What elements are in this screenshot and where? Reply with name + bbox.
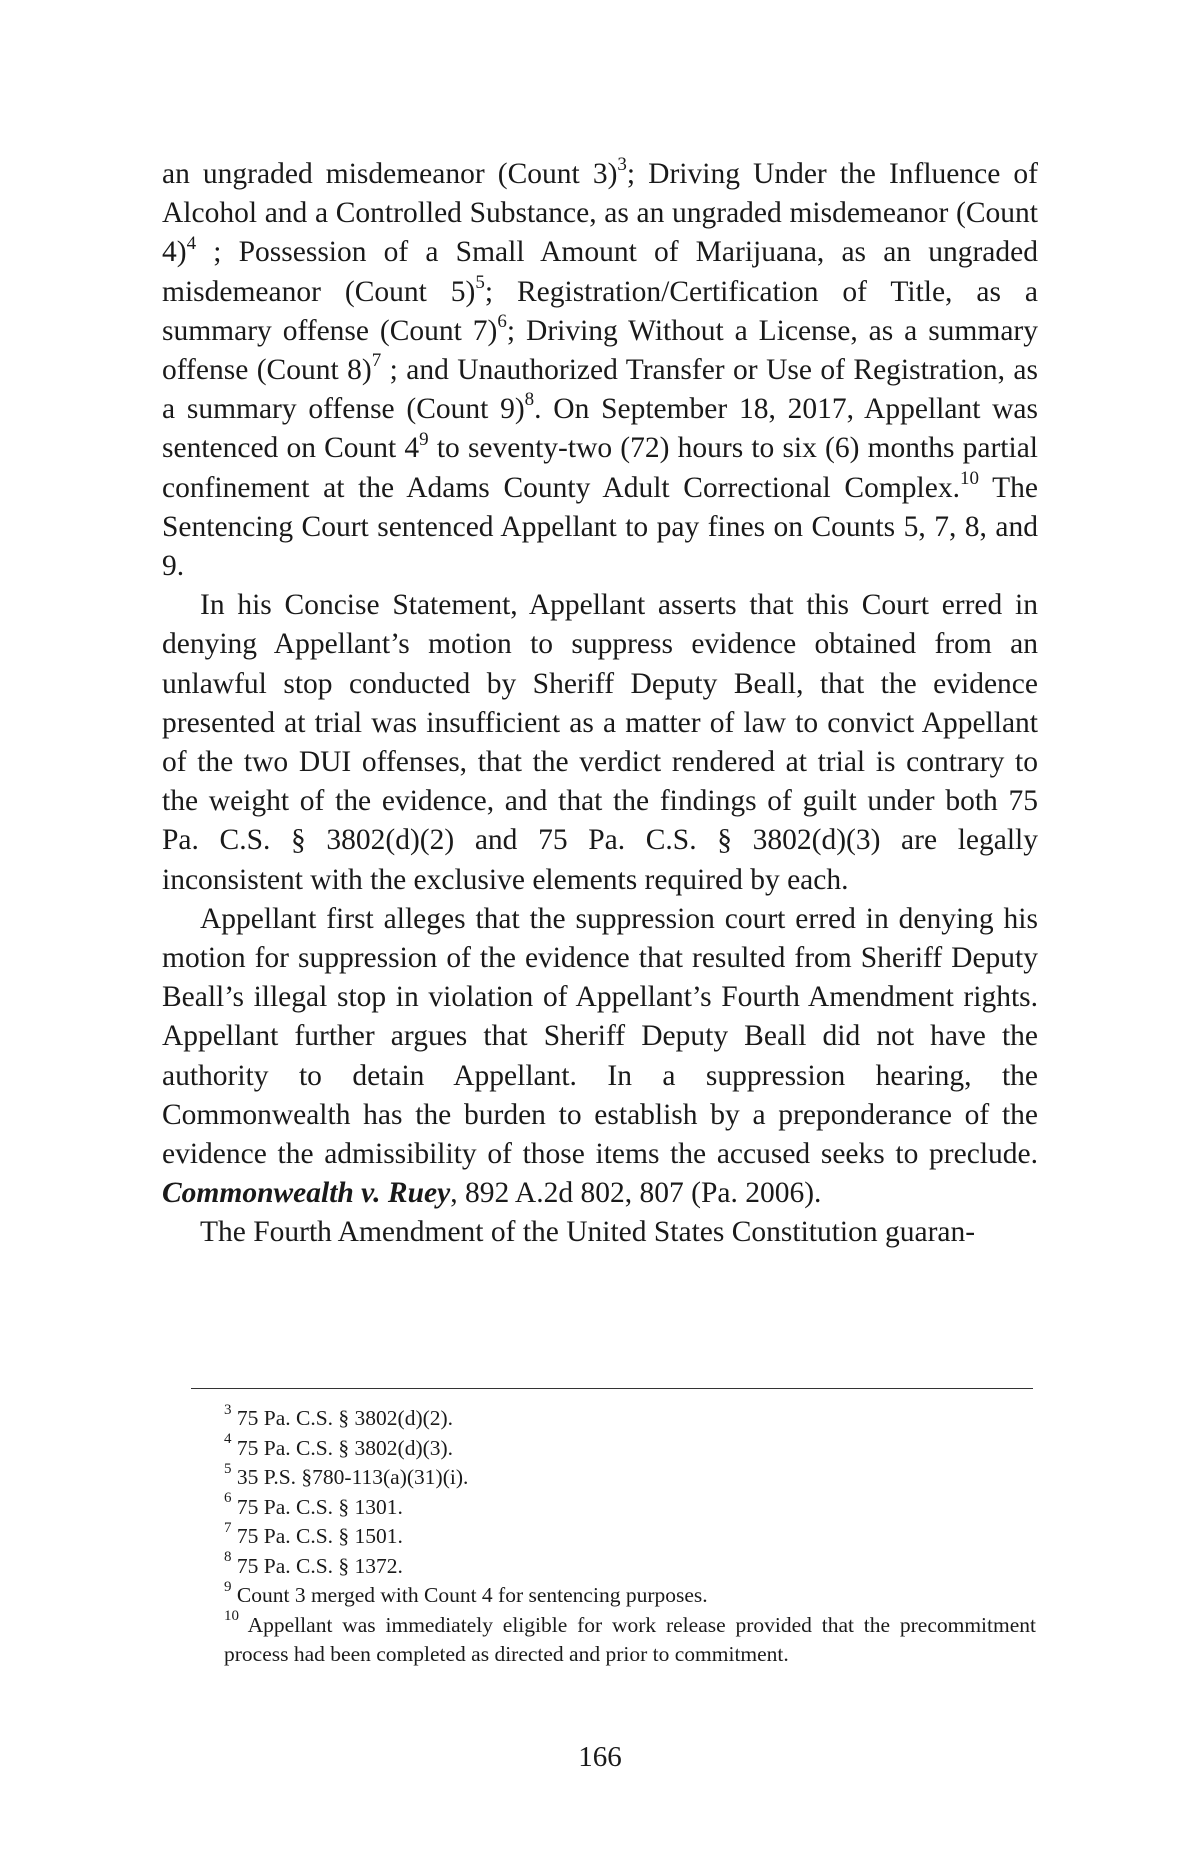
footnote-ref-6: 6 [497, 310, 507, 332]
footnote-text: 75 Pa. C.S. § 1501. [231, 1524, 403, 1548]
footnote-text: 75 Pa. C.S. § 1301. [231, 1494, 403, 1519]
paragraph-1-text: The Sentencing Court sentenced Appellant to pay fines on Counts 5, 7, 8, and 9. [162, 471, 1038, 583]
footnote-number: 10 [224, 1608, 239, 1625]
footnote-ref-7: 7 [371, 350, 382, 372]
footnote-ref-10: 10 [959, 467, 979, 489]
paragraph-1-text: ; Possession of a Small Amount of Marijuana, as an ungraded misdemeanor (Count 5) [162, 236, 1038, 308]
footnote-number: 9 [224, 1578, 232, 1595]
footnote [224, 1608, 1036, 1670]
footnote-text: Count 3 merged with Count 4 for sentencing purposes. [231, 1583, 708, 1607]
footnote-text: 75 Pa. C.S. § 3802(d)(3). [231, 1435, 454, 1460]
footnote [224, 1519, 1036, 1552]
footnote-text: 75 Pa. C.S. § 3802(d)(2). [231, 1406, 454, 1430]
paragraph-3 [162, 900, 1038, 1214]
footnotes [224, 1401, 1036, 1670]
paragraph-1 [162, 155, 1038, 586]
footnote [224, 1490, 1036, 1523]
footnote [224, 1431, 1036, 1464]
paragraph-1-text: an ungraded misdemeanor (Count 3) [162, 158, 618, 190]
footnote [224, 1401, 1036, 1434]
footnote [224, 1578, 1036, 1611]
page-body [162, 155, 1038, 1253]
footnote [224, 1460, 1036, 1493]
paragraph-3-text: Appellant first alleges that the suppression court erred in denying his motion for suppression of the evidence that resulted from Sheriff Deputy Beall’s illegal stop in violation of Appellant’s Fourth Amendment rights. Appellant further argues that Sheriff Deputy Beall did not have the authority to detain Appellant. In a suppression hearing, the Commonwealth has the burden to establish by a preponderance of the evidence the admissibility of those items the accused seeks to preclude. [162, 902, 1038, 1171]
footnote-ref-9: 9 [419, 428, 429, 450]
footnote-text: Appellant was immediately eligible for work release provided that the precommitment process had been completed as directed and prior to commitment. [224, 1612, 1036, 1666]
footnote-ref-8: 8 [524, 389, 535, 411]
paragraph-1-text: . On September 18, 2017, Appellant was sentenced on Count 4 [162, 393, 1039, 465]
paragraph-4: The Fourth Amendment of the United States Constitution guaran- [200, 1216, 976, 1249]
paragraph-1-text: ; Driving Without a License, as a summary offense (Count 8) [162, 314, 1038, 387]
footnote [224, 1549, 1036, 1582]
paragraph-2: In his Concise Statement, Appellant asserts that this Court erred in denying Appellant’s motion to suppress evidence obtained from an unlawful stop conducted by Sheriff Deputy Beall, that the evidence presented at trial was insufficient as a matter of law to convict Appellant of the two DUI offenses, that the verdict rendered at trial is contrary to the weight of the evidence, and that the findings of guilt under both 75 Pa. C.S. § 3802(d)(2) and 75 Pa. C.S. § 3802(d)(3) are legally inconsistent with the exclusive elements required by each. [162, 589, 1038, 896]
footnote-text: 35 P.S. §780-113(a)(31)(i). [231, 1465, 469, 1489]
footnote-number: 4 [224, 1431, 232, 1448]
footnote-number: 8 [224, 1549, 232, 1566]
footnote-divider [191, 1388, 1033, 1389]
footnote-number: 6 [224, 1490, 232, 1507]
page-number: 166 [578, 1741, 622, 1773]
paragraph-1-text: ; Registration/Certification of Title, as a summary offense (Count 7) [162, 275, 1038, 347]
footnote-text: 75 Pa. C.S. § 1372. [231, 1553, 403, 1578]
footnote-number: 3 [224, 1401, 232, 1418]
footnote-ref-4: 4 [186, 232, 197, 254]
paragraph-1-text: ; and Unauthorized Transfer or Use of Registration, as a summary offense (Count 9) [162, 354, 1038, 426]
paragraph-3-text: , 892 A.2d 802, 807 (Pa. 2006). [450, 1177, 822, 1210]
footnote-number: 5 [224, 1460, 232, 1477]
paragraph-1-text: to seventy-two (72) hours to six (6) months partial confinement at the Adams County Adult Correctional Complex. [162, 432, 1038, 504]
paragraph-1-text: ; Driving Under the Influence of Alcohol and a Controlled Substance, as an ungraded misdemeanor (Count 4) [162, 158, 1038, 269]
footnote-number: 7 [224, 1519, 232, 1536]
footnote-ref-5: 5 [475, 271, 485, 293]
case-citation: Commonwealth v. Ruey [162, 1177, 451, 1210]
footnote-ref-3: 3 [617, 154, 627, 176]
